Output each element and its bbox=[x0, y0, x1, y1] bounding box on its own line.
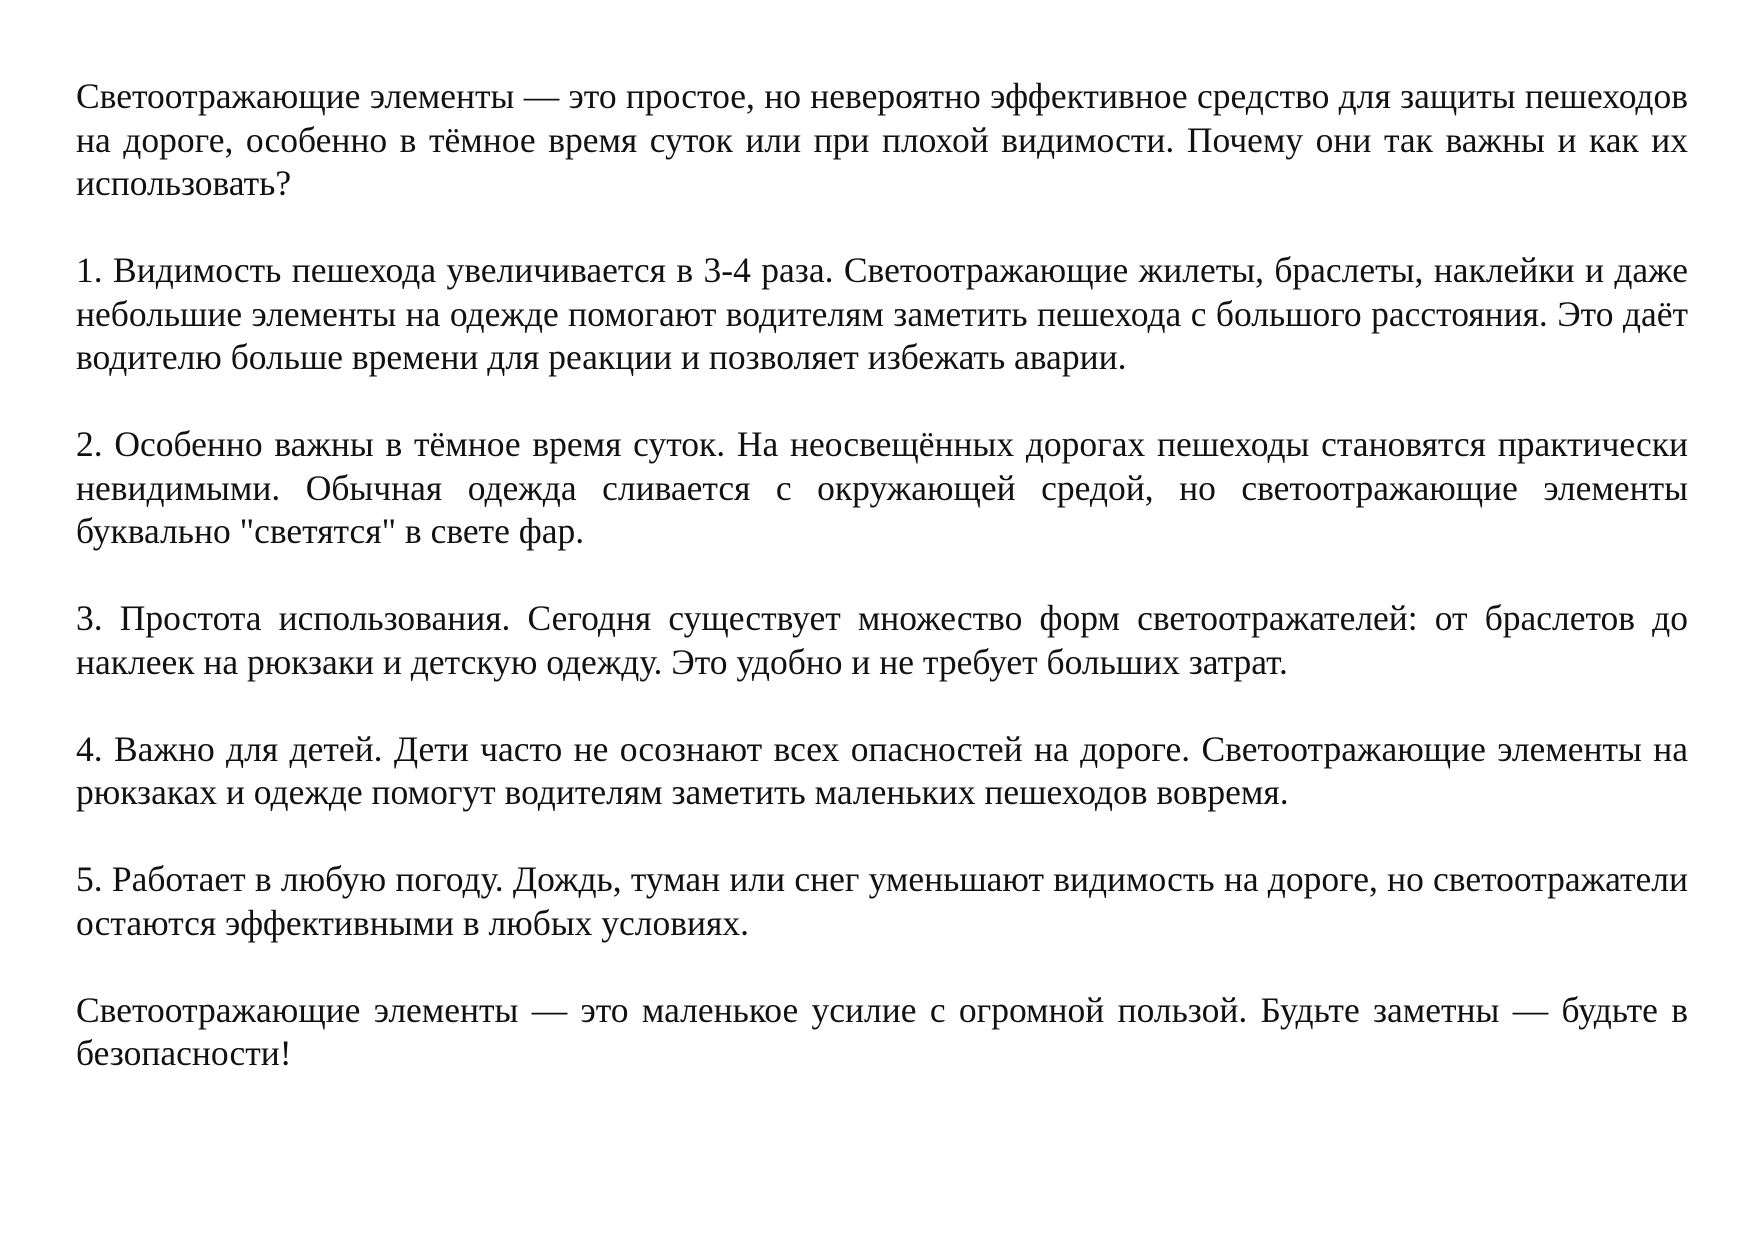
conclusion-paragraph: Светоотражающие элементы — это маленькое усилие с огромной пользой. Будьте заметны — будьте в безопасности! bbox=[76, 989, 1688, 1073]
point-1-paragraph: 1. Видимость пешехода увеличивается в 3-4 раза. Светоотражающие жилеты, браслеты, наклейки и даже небольшие элементы на одежде помогают водителям заметить пешехода с большого расстояния. Это даёт водителю больше времени для реакции и позволяет избежать аварии. bbox=[76, 250, 1688, 377]
point-4-paragraph: 4. Важно для детей. Дети часто не осознают всех опасностей на дороге. Светоотражающие элементы на рюкзаках и одежде помогут водителям заметить маленьких пешеходов вовремя. bbox=[76, 728, 1688, 812]
point-3-paragraph: 3. Простота использования. Сегодня существует множество форм светоотражателей: от браслетов до наклеек на рюкзаки и детскую одежду. Это удобно и не требует больших затрат. bbox=[76, 598, 1688, 682]
document-page bbox=[76, 75, 1688, 1119]
point-2-paragraph: 2. Особенно важны в тёмное время суток. На неосвещённых дорогах пешеходы становятся практически невидимыми. Обычная одежда сливается с окружающей средой, но светоотражающие элементы буквально "светятся" в свете фар. bbox=[76, 424, 1688, 551]
intro-paragraph: Светоотражающие элементы — это простое, но невероятно эффективное средство для защиты пешеходов на дороге, особенно в тёмное время суток или при плохой видимости. Почему они так важны и как их использовать? bbox=[76, 76, 1688, 203]
point-5-paragraph: 5. Работает в любую погоду. Дождь, туман или снег уменьшают видимость на дороге, но светоотражатели остаются эффективными в любых условиях. bbox=[76, 859, 1688, 943]
